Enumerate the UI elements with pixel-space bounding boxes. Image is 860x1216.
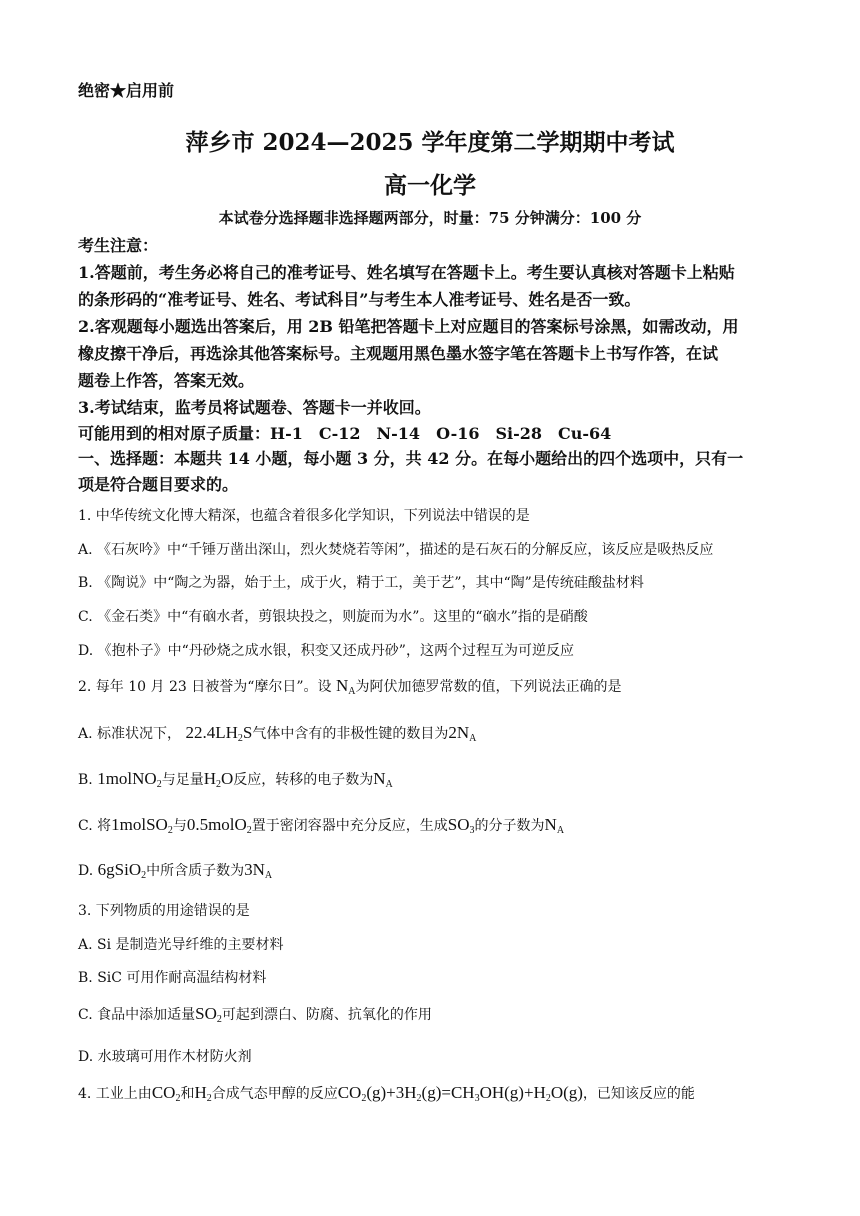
q3-stem: 3. 下列物质的用途错误的是 xyxy=(78,903,250,919)
formula-3na: $3N_A$ xyxy=(244,860,273,881)
q1-option-a: A. 《石灰吟》中“千锤万凿出深山，烈火焚烧若等闲”，描述的是石灰石的分解反应，该反应是吸热反应 xyxy=(78,542,714,558)
formula-o2: 0.5molO$_2$ xyxy=(186,815,252,836)
na-symbol: $N_A$ xyxy=(336,676,356,697)
q2-option-d: D. 6gSiO$_2$中所含质子数为$3N_A$ xyxy=(78,860,273,881)
formula-co2: $CO_2$ xyxy=(151,1083,181,1104)
q4-stem: 4. 工业上由$CO_2$和$H_2$合成气态甲醇的反应$CO_2(g)+3H_2(g)=CH_3OH(g)+H_2O(g)$，已知该反应的能 xyxy=(78,1083,695,1104)
exam-info: 本试卷分选择题非选择题两部分，时量：75 分钟满分：100 分 xyxy=(218,209,642,227)
exam-title: 萍乡市 2024—2025 学年度第二学期期中考试 xyxy=(185,129,675,156)
formula-no2: 1molNO$_2$ xyxy=(97,769,162,790)
reaction-equation: $CO_2(g)+3H_2(g)=CH_3OH(g)+H_2O(g)$ xyxy=(337,1083,583,1104)
q2-option-a: A. 标准状况下， $22.4LH_2S$气体中含有的非极性键的数目为$2N_A$ xyxy=(78,723,477,744)
atomic-mass-line: 可能用到的相对原子质量：H-1 C-12 N-14 O-16 Si-28 Cu-64 xyxy=(78,424,612,443)
section-1-line-1: 一、选择题：本题共 14 小题，每小题 3 分，共 42 分。在每小题给出的四个选项中，只有一 xyxy=(78,449,744,468)
notice-item-1-line-2: 的条形码的“准考证号、姓名、考试科目”与考生本人准考证号、姓名是否一致。 xyxy=(78,290,641,309)
formula-so2: $SO_2$ xyxy=(195,1004,222,1025)
notice-item-2-line-2: 橡皮擦干净后，再选涂其他答案标号。主观题用黑色墨水签字笔在答题卡上书写作答，在试 xyxy=(78,344,719,363)
q1-option-b: B. 《陶说》中“陶之为器，始于土，成于火，精于工，美于艺”，其中“陶”是传统硅酸盐材料 xyxy=(78,575,644,591)
q2-option-c: C. 将1molSO$_2$与0.5molO$_2$置于密闭容器中充分反应，生成$SO_3$的分子数为$N_A$ xyxy=(78,815,565,836)
notice-item-3: 3.考试结束，监考员将试题卷、答题卡一并收回。 xyxy=(78,398,431,417)
subject-title: 高一化学 xyxy=(384,172,476,199)
notice-item-2-line-3: 题卷上作答，答案无效。 xyxy=(78,371,255,390)
q3-option-c: C. 食品中添加适量$SO_2$可起到漂白、防腐、抗氧化的作用 xyxy=(78,1004,432,1025)
formula-2na: $2N_A$ xyxy=(448,723,477,744)
formula-so2: 1molSO$_2$ xyxy=(111,815,173,836)
q3-option-d: D. 水玻璃可用作木材防火剂 xyxy=(78,1049,252,1065)
q2-stem: 2. 每年 10 月 23 日被誉为“摩尔日”。设 $N_A$为阿伏加德罗常数的值，下列说法正确的是 xyxy=(78,676,622,697)
formula-h2: $H_2$ xyxy=(194,1083,212,1104)
q3-option-b: B. SiC 可用作耐高温结构材料 xyxy=(78,970,267,986)
q3-option-a: A. Si 是制造光导纤维的主要材料 xyxy=(78,937,284,953)
q1-stem: 1. 中华传统文化博大精深，也蕴含着很多化学知识，下列说法中错误的是 xyxy=(78,508,530,524)
formula-na: $N_A$ xyxy=(373,769,393,790)
formula-sio2: 6gSiO$_2$ xyxy=(97,860,147,881)
notice-item-2-line-1: 2.客观题每小题选出答案后，用 2B 铅笔把答题卡上对应题目的答案标号涂黑，如需改动，用 xyxy=(78,317,739,336)
formula-so3: $SO_3$ xyxy=(447,815,475,836)
secret-label: 绝密★启用前 xyxy=(78,81,175,100)
section-1-line-2: 项是符合题目要求的。 xyxy=(78,475,239,494)
q1-option-d: D. 《抱朴子》中“丹砂烧之成水银，积变又还成丹砂”，这两个过程互为可逆反应 xyxy=(78,643,574,659)
formula-na: $N_A$ xyxy=(544,815,565,836)
notice-heading: 考生注意： xyxy=(78,236,159,255)
formula-h2s: $22.4LH_2S$ xyxy=(185,723,253,744)
notice-item-1-line-1: 1.答题前，考生务必将自己的准考证号、姓名填写在答题卡上。考生要认真核对答题卡上粘贴 xyxy=(78,263,735,282)
q1-option-c: C. 《金石类》中“有硇水者，剪银块投之，则旋而为水”。这里的“硇水”指的是硝酸 xyxy=(78,609,588,625)
formula-h2o: $H_2O$ xyxy=(203,769,234,790)
q2-option-b: B. 1molNO$_2$与足量$H_2O$反应，转移的电子数为$N_A$ xyxy=(78,769,393,790)
